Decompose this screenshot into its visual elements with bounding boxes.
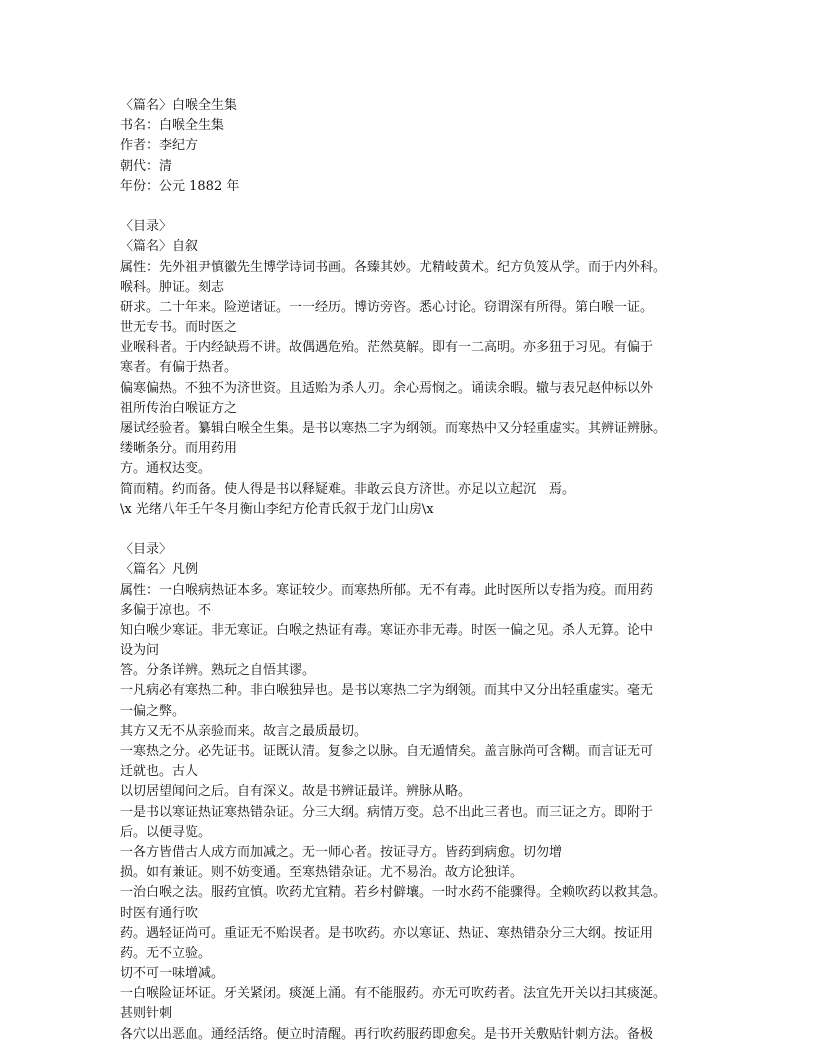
text-line: 一白喉险证坏证。牙关紧闭。痰涎上涌。有不能服药。亦无可吹药者。法宜先开关以扫其痰涎。 <box>120 986 667 1002</box>
text-line: 以切居望闻问之后。自有深义。故是书辨证最详。辨脉从略。 <box>120 784 472 800</box>
text-line: 切不可一味增减。 <box>120 966 225 982</box>
text-line: 研求。二十年来。险逆诸证。一一经历。博访旁咨。悉心讨论。窃谓深有所得。第白喉一证。 <box>120 299 654 315</box>
text-line: 一寒热之分。必先证书。证既认清。复参之以脉。自无遁情矣。盖言脉尚可含糊。而言证无可 <box>120 744 654 759</box>
text-line: 各穴以出恶血。通经活络。便立时清醒。再行吹药服药即愈矣。是书开关敷贴针刺方法。备极 <box>120 1026 654 1042</box>
text-line: 偏寒偏热。不独不为济世资。且适贻为杀人刃。余心焉悯之。诵读余暇。辙与表兄赵仲标以外 <box>120 380 654 396</box>
text-line: 〈目录〉 <box>120 219 173 235</box>
text-line: 喉科。肿证。刻志 <box>120 279 225 295</box>
book-title: 书名：白喉全生集 <box>120 118 225 134</box>
sections <box>120 197 816 1045</box>
text-line: 后。以便寻览。 <box>120 824 212 840</box>
text-line: 一各方皆借古人成方而加减之。无一师心者。按证寻方。皆药到病愈。切勿增 <box>120 844 563 860</box>
text-line: 多偏于凉也。不 <box>120 602 212 618</box>
text-line: 世无专书。而时医之 <box>120 320 238 336</box>
text-line: 药。无不立验。 <box>120 945 212 961</box>
author: 作者：李纪方 <box>120 138 199 154</box>
text-section <box>120 540 816 1045</box>
text-line: 甚则针刺 <box>120 1006 173 1022</box>
text-line: 属性：一白喉病热证本多。寒证较少。而寒热所郁。无不有毒。此时医所以专指为疫。而用药 <box>120 582 654 598</box>
text-line: 知白喉少寒证。非无寒证。白喉之热证有毒。寒证亦非无毒。时医一偏之见。杀人无算。论中 <box>120 622 654 638</box>
text-line: 设为问 <box>120 643 160 659</box>
text-line: 属性：先外祖尹慎徽先生博学诗词书画。各臻其妙。尤精岐黄术。纪方负笈从学。而于内外科。 <box>120 259 667 275</box>
text-line: 简而精。约而备。使人得是书以释疑难。非敢云良方济世。亦足以立起沉 焉。 <box>120 481 576 497</box>
text-line: 〈目录〉 <box>120 542 173 558</box>
text-line: 一偏之弊。 <box>120 703 186 719</box>
text-line: 答。分条详辨。熟玩之自悟其谬。 <box>120 663 316 679</box>
text-line: 业喉科者。于内经缺焉不讲。故偶遇危殆。茫然莫解。即有一二高明。亦多狃于习见。有偏于 <box>120 340 654 356</box>
text-line: 一是书以寒证热证寒热错杂证。分三大纲。病情万变。总不出此三者也。而三证之方。即附于 <box>120 804 654 820</box>
year: 年份：公元 1882 年 <box>120 178 240 194</box>
dynasty: 朝代：清 <box>120 158 173 174</box>
text-line: 药。遇轻证尚可。重证无不贻误者。是书吹药。亦以寒证、热证、寒热错杂分三大纲。按证用 <box>120 925 654 941</box>
text-section <box>120 217 816 520</box>
text-line: 时医有通行吹 <box>120 905 199 921</box>
text-line: 其方又无不从亲验而来。故言之最质最切。 <box>120 723 368 739</box>
text-line: 损。如有兼证。则不妨变通。至寒热错杂证。尤不易治。故方论独详。 <box>120 865 524 881</box>
text-line: 一凡病必有寒热二种。非白喉独异也。是书以寒热二字为纲领。而其中又分出轻重虚实。毫无 <box>120 683 654 699</box>
section-gap <box>120 197 816 217</box>
chapter-tag: 〈篇名〉白喉全生集 <box>120 98 238 113</box>
text-line: 一治白喉之法。服药宜慎。吹药尤宜精。若乡村僻壤。一时水药不能骤得。全赖吹药以救其急。 <box>120 885 667 901</box>
text-line: 祖所传治白喉证方之 <box>120 400 238 416</box>
text-line: 缕晰条分。而用药用 <box>120 441 238 457</box>
text-line: \x 光绪八年壬午冬月衡山李纪方伦青氏叙于龙门山房\x <box>120 501 434 517</box>
text-line: 方。通权达变。 <box>120 461 212 477</box>
text-line: 〈篇名〉自叙 <box>120 239 199 255</box>
text-line: 屡试经验者。纂辑白喉全生集。是书以寒热二字为纲领。而寒热中又分轻重虚实。其辨证辨脉。 <box>120 421 667 436</box>
section-gap <box>120 520 816 540</box>
text-line: 寒者。有偏于热者。 <box>120 360 238 376</box>
text-line: 迁就也。古人 <box>120 764 199 780</box>
header-block <box>120 96 816 197</box>
text-line: 〈篇名〉凡例 <box>120 562 199 578</box>
